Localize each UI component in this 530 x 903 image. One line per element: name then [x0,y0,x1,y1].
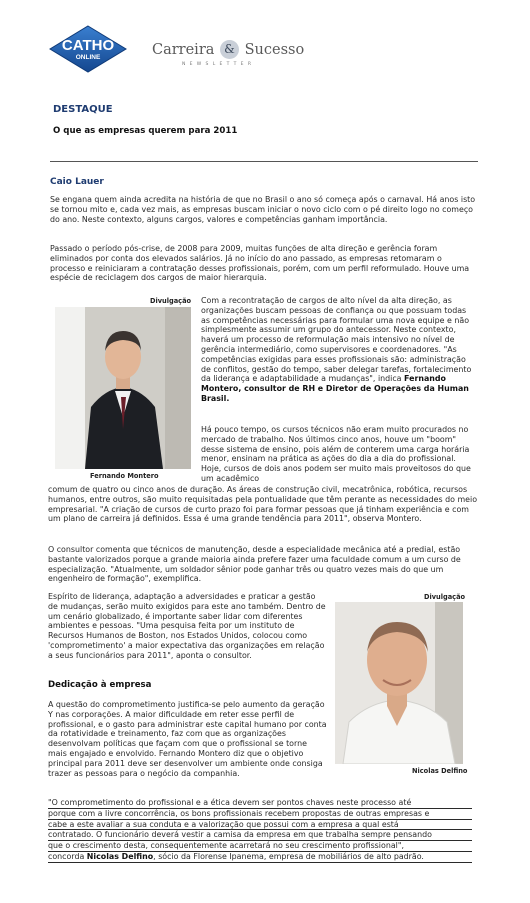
photo-caption-2: Nicolas Delfino [412,767,468,775]
quote-line-1: "O comprometimento do profissional e a ética devem ser pontos chaves neste processo até [48,798,472,809]
paragraph-1: Se engana quem ainda acredita na história de que no Brasil o ano só começa após o carnaval. Há anos isto se tornou mito e, cada vez mais, as empresas buscam iniciar o novo ciclo com o pé direito logo no começo do ano. Neste contexto, alguns cargos, valores e competências ganham importância. [50,195,476,224]
catho-logo-text: CATHO [61,37,115,54]
quote-line-5: que o crescimento desta, consequentemente acarretará no seu crescimento profissional", [48,841,472,852]
article-author: Caio Lauer [50,177,104,187]
quote-line-2: porque com a livre concorrência, os bons profissionais recebem propostas de outras empresas e [48,809,472,820]
quote-line-3: cabe a este avaliar a sua conduta e a valorização que possui com a empresa a qual está [48,820,472,831]
newsletter-label: NEWSLETTER [182,62,256,67]
paragraph-6: Espírito de liderança, adaptação a adversidades e praticar a gestão de mudanças, serão muito exigidos para este ano também. Dentro de um cenário globalizado, é importante saber lidar com diferentes ambientes e pessoas. "Uma pesquisa feita por um instituto de Recursos Humanos de Boston, nos Estados Unidos, colocou como 'comprometimento' a maior expectativa das organizações em relação a seus funcionários para 2011", aponta o consultor. [48,592,326,660]
quote-post: , sócio da Florense Ipanema, empresa de mobiliários de alto padrão. [153,851,424,861]
logo-word-sucesso: Sucesso [244,42,305,58]
quote-pre: concorda [48,851,87,861]
photo-nicolas-delfino [335,602,463,764]
paragraph-3 [201,296,476,404]
newsletter-header [0,0,530,90]
subheading-dedicacao: Dedicação à empresa [48,680,152,690]
photo-caption-1: Fernando Montero [90,472,159,480]
article-headline: O que as empresas querem para 2011 [53,126,238,136]
pull-quote [48,798,472,863]
section-label: DESTAQUE [53,104,113,115]
paragraph-4-top: Há pouco tempo, os cursos técnicos não eram muito procurados no mercado de trabalho. Nos últimos cinco anos, houve um "boom" desse sistema de ensino, pois além de conterem uma carga horária menor, ensinam na prática as ações do dia a dia do profissional. Hoje, cursos de dois anos podem ser muito mais proveitosos do que um acadêmico [201,425,471,483]
quote-line-6 [48,852,472,863]
quote-speaker: Nicolas Delfino [86,851,154,861]
paragraph-7: A questão do comprometimento justifica-se pelo aumento da geração Y nas corporações. A maior dificuldade em reter esse perfil de profissional, e o gasto para administrar este capital humano por conta da rotatividade e treinamento, faz com que as organizações desenvolvam políticas que façam com que o profissional se torne mais engajado e envolvido. Fernando Montero diz que o objetivo principal para 2011 deve ser desenvolver um ambiente onde consiga trazer as pessoas para o negócio da companhia. [48,700,327,778]
paragraph-2: Passado o período pós-crise, de 2008 para 2009, muitas funções de alta direção e gerência foram eliminados por conta dos elevados salários. Já no início do ano passado, as empresas retomaram o processo e reiniciaram a contratação desses profissionais, porém, com um perfil reformulado. Houve uma espécie de reciclagem dos cargos de maior hierarquia. [50,244,470,283]
logo-word-carreira: Carreira [152,42,215,58]
carreira-sucesso-logo [152,40,305,76]
paragraph-3-attribution: Fernando Montero, consultor de RH e Diretor de Operações da Human Brasil. [201,374,469,403]
paragraph-4-continued: comum de quatro ou cinco anos de duração. As áreas de construção civil, mecatrônica, robótica, recursos humanos, entre outros, são muito requisitadas pela pontualidade que têm perante as necessidades do meio empresarial. "A criação de cursos de curto prazo foi para formar pessoas que já tinham experiência e com um plano de carreira já definidos. Essa é uma grande tendência para 2011", observa Montero. [48,485,478,524]
paragraph-5: O consultor comenta que técnicos de manutenção, desde a especialidade mecânica até a predial, estão bastante valorizados porque a grande maioria ainda prefere fazer uma faculdade comum a um curso de especialização. "Atualmente, um soldador sênior pode ganhar três ou quatro vezes mais do que um engenheiro de formação", exemplifica. [48,545,461,584]
divider [50,161,478,162]
paragraph-3-text: Com a recontratação de cargos de alto nível da alta direção, as organizações buscam pessoas de confiança ou que possuam todas as competências necessárias para formular uma nova equipe e não simplesmente assumir um grupo do antecessor. Neste contexto, haverá um processo de reformulação mais intensivo no nível de gerência intermediário, como supervisores e coordenadores. "As competências exigidas para esses profissionais são: administração de conflitos, gestão do tempo, saber delegar tarefas, fortalecimento da liderança e adaptabilidade a mudanças", indica [201,296,472,384]
ampersand-badge: & [220,40,239,59]
photo-credit-2: Divulgação [424,593,466,601]
catho-logo-subtext: ONLINE [75,54,101,61]
quote-line-4: contratado. O funcionário deverá vestir a camisa da empresa em que trabalha sempre pensando [48,830,472,841]
photo-fernando-montero [55,307,191,469]
photo-credit-1: Divulgação [150,297,192,305]
catho-online-logo[interactable] [47,24,129,74]
